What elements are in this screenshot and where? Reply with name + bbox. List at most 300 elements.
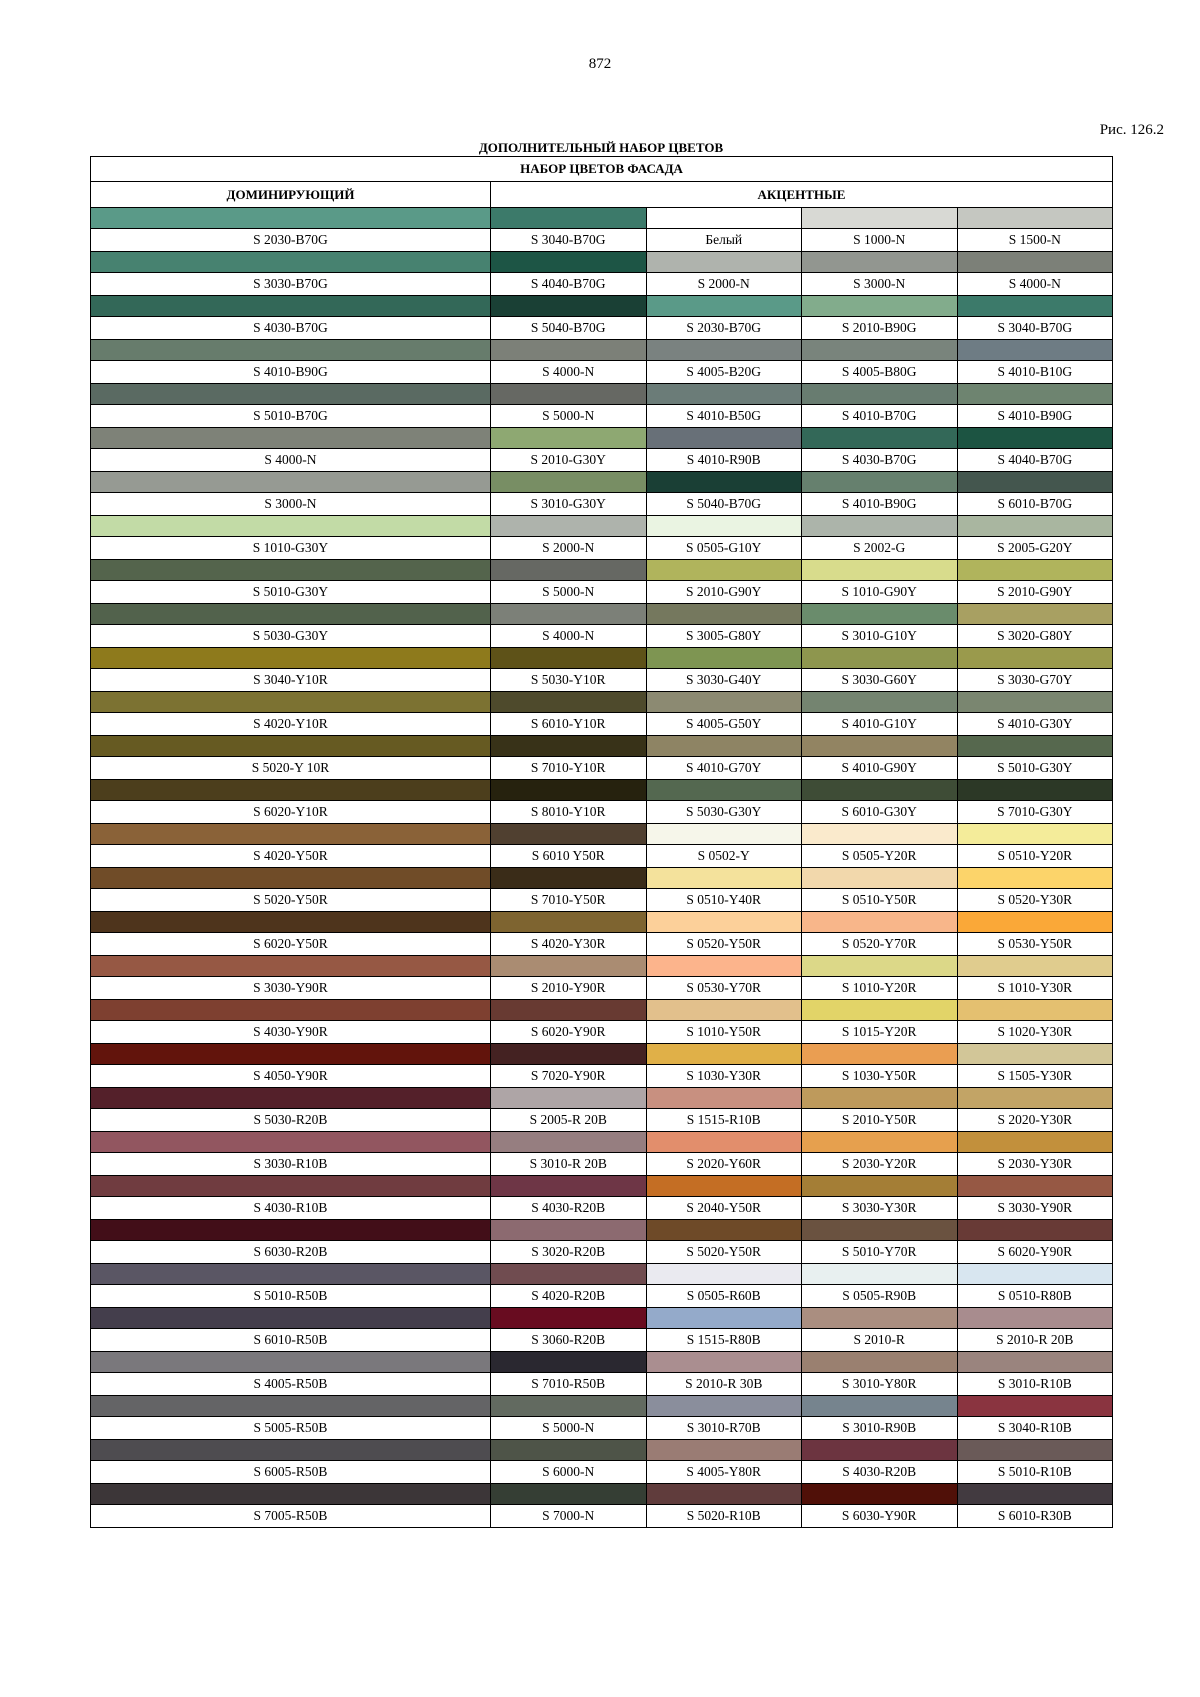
dominant-color-code: S 4030-R10B <box>91 1197 491 1220</box>
accent-color-swatch <box>802 1000 958 1021</box>
swatch-row <box>91 1088 1113 1109</box>
accent-color-code: S 1515-R10B <box>646 1109 802 1132</box>
accent-color-swatch <box>491 1308 647 1329</box>
accent-color-code: S 7020-Y90R <box>491 1065 647 1088</box>
accent-color-code: S 4000-N <box>957 273 1113 296</box>
accent-color-swatch <box>646 868 802 889</box>
dominant-color-swatch <box>91 1132 491 1153</box>
swatch-row <box>91 692 1113 713</box>
accent-color-swatch <box>491 1044 647 1065</box>
label-row <box>91 713 1113 736</box>
dominant-color-code: S 4000-N <box>91 449 491 472</box>
accent-color-code: S 2020-Y60R <box>646 1153 802 1176</box>
dominant-color-swatch <box>91 560 491 581</box>
accent-color-swatch <box>646 1352 802 1373</box>
accent-color-swatch <box>646 1396 802 1417</box>
accent-color-swatch <box>646 472 802 493</box>
accent-color-swatch <box>491 296 647 317</box>
swatch-row <box>91 428 1113 449</box>
accent-color-swatch <box>802 956 958 977</box>
table-title: ДОПОЛНИТЕЛЬНЫЙ НАБОР ЦВЕТОВ <box>478 140 724 155</box>
accent-color-swatch <box>802 252 958 273</box>
swatch-row <box>91 1308 1113 1329</box>
accent-color-code: S 6030-Y90R <box>802 1505 958 1528</box>
accent-color-code: S 5040-B70G <box>646 493 802 516</box>
accent-color-swatch <box>802 1220 958 1241</box>
swatch-row <box>91 560 1113 581</box>
accent-color-code: S 2002-G <box>802 537 958 560</box>
accent-color-code: S 4010-G70Y <box>646 757 802 780</box>
label-row <box>91 1373 1113 1396</box>
accent-color-swatch <box>491 1396 647 1417</box>
accent-color-swatch <box>646 208 802 229</box>
label-row <box>91 669 1113 692</box>
accent-color-code: S 4010-G90Y <box>802 757 958 780</box>
accent-color-swatch <box>957 1220 1113 1241</box>
swatch-row <box>91 1352 1113 1373</box>
dominant-color-swatch <box>91 1220 491 1241</box>
accent-color-swatch <box>802 1396 958 1417</box>
swatch-row <box>91 868 1113 889</box>
swatch-row <box>91 1220 1113 1241</box>
dominant-color-swatch <box>91 1088 491 1109</box>
dominant-color-swatch <box>91 912 491 933</box>
swatch-row <box>91 1484 1113 1505</box>
accent-color-code: S 2010-G30Y <box>491 449 647 472</box>
dominant-color-code: S 3000-N <box>91 493 491 516</box>
accent-color-code: S 3030-G40Y <box>646 669 802 692</box>
label-row <box>91 1021 1113 1044</box>
accent-color-code: S 1030-Y30R <box>646 1065 802 1088</box>
accent-color-swatch <box>646 1264 802 1285</box>
swatch-row <box>91 956 1113 977</box>
accent-color-swatch <box>802 340 958 361</box>
accent-color-code: S 4040-B70G <box>957 449 1113 472</box>
label-row <box>91 1197 1113 1220</box>
accent-color-code: S 1010-Y50R <box>646 1021 802 1044</box>
accent-color-code: S 6010-R30B <box>957 1505 1113 1528</box>
dominant-color-code: S 1010-G30Y <box>91 537 491 560</box>
accent-color-swatch <box>957 516 1113 537</box>
accent-color-swatch <box>802 1088 958 1109</box>
label-row <box>91 933 1113 956</box>
swatch-row <box>91 252 1113 273</box>
accent-color-swatch <box>957 340 1113 361</box>
swatch-row <box>91 1264 1113 1285</box>
accent-color-swatch <box>957 252 1113 273</box>
accent-color-swatch <box>957 384 1113 405</box>
accent-color-code: S 0510-R80B <box>957 1285 1113 1308</box>
accent-color-swatch <box>957 1396 1113 1417</box>
accent-color-swatch <box>646 1132 802 1153</box>
label-row <box>91 845 1113 868</box>
accent-color-swatch <box>802 1440 958 1461</box>
dominant-color-swatch <box>91 1484 491 1505</box>
accent-color-swatch <box>646 252 802 273</box>
accent-color-swatch <box>802 604 958 625</box>
label-row <box>91 1329 1113 1352</box>
dominant-color-code: S 5010-G30Y <box>91 581 491 604</box>
accent-color-swatch <box>491 1484 647 1505</box>
accent-color-swatch <box>491 252 647 273</box>
accent-color-swatch <box>802 736 958 757</box>
label-row <box>91 493 1113 516</box>
dominant-color-swatch <box>91 1264 491 1285</box>
accent-color-code: S 1010-G90Y <box>802 581 958 604</box>
dominant-color-swatch <box>91 1176 491 1197</box>
dominant-color-swatch <box>91 956 491 977</box>
accent-color-swatch <box>957 1044 1113 1065</box>
accent-color-code: S 2040-Y50R <box>646 1197 802 1220</box>
dominant-color-swatch <box>91 208 491 229</box>
accent-color-code: S 2010-R 30B <box>646 1373 802 1396</box>
accent-color-code: S 2010-R 20B <box>957 1329 1113 1352</box>
dominant-color-swatch <box>91 780 491 801</box>
accent-color-swatch <box>491 1264 647 1285</box>
dominant-color-code: S 3030-B70G <box>91 273 491 296</box>
accent-color-code: S 2010-R <box>802 1329 958 1352</box>
dominant-color-swatch <box>91 648 491 669</box>
dominant-color-swatch <box>91 340 491 361</box>
accent-color-code: S 6010-Y10R <box>491 713 647 736</box>
accent-color-swatch <box>957 868 1113 889</box>
dominant-color-swatch <box>91 1396 491 1417</box>
accent-color-swatch <box>957 428 1113 449</box>
label-row <box>91 1065 1113 1088</box>
accent-color-code: S 0502-Y <box>646 845 802 868</box>
dominant-color-swatch <box>91 1044 491 1065</box>
dominant-color-swatch <box>91 1000 491 1021</box>
accent-color-code: S 4005-B20G <box>646 361 802 384</box>
swatch-row <box>91 604 1113 625</box>
accent-color-swatch <box>802 1132 958 1153</box>
dominant-color-code: S 6030-R20B <box>91 1241 491 1264</box>
accent-color-swatch <box>802 472 958 493</box>
accent-color-code: S 1010-Y20R <box>802 977 958 1000</box>
accent-color-code: S 1000-N <box>802 229 958 252</box>
accent-color-swatch <box>646 1308 802 1329</box>
accent-color-swatch <box>957 648 1113 669</box>
dominant-color-swatch <box>91 472 491 493</box>
accent-color-code: S 3040-B70G <box>491 229 647 252</box>
dominant-color-code: S 5010-B70G <box>91 405 491 428</box>
accent-color-swatch <box>802 208 958 229</box>
accent-color-code: S 4000-N <box>491 361 647 384</box>
dominant-color-swatch <box>91 824 491 845</box>
accent-color-code: S 1515-R80B <box>646 1329 802 1352</box>
accent-color-code: S 3020-R20B <box>491 1241 647 1264</box>
accent-color-code: S 5010-Y70R <box>802 1241 958 1264</box>
accent-color-swatch <box>491 340 647 361</box>
accent-color-code: S 2005-G20Y <box>957 537 1113 560</box>
accent-color-swatch <box>802 560 958 581</box>
dominant-color-code: S 2030-B70G <box>91 229 491 252</box>
accent-color-swatch <box>491 824 647 845</box>
accent-color-code: S 4005-Y80R <box>646 1461 802 1484</box>
label-row <box>91 977 1113 1000</box>
accent-color-swatch <box>957 1264 1113 1285</box>
accent-color-swatch <box>646 824 802 845</box>
accent-color-code: S 3020-G80Y <box>957 625 1113 648</box>
accent-color-swatch <box>802 1044 958 1065</box>
accent-color-swatch <box>957 1484 1113 1505</box>
accent-color-code: S 1030-Y50R <box>802 1065 958 1088</box>
dominant-color-swatch <box>91 252 491 273</box>
accent-color-swatch <box>957 1352 1113 1373</box>
accent-color-code: S 3000-N <box>802 273 958 296</box>
accent-color-swatch <box>957 1440 1113 1461</box>
accent-color-code: S 1010-Y30R <box>957 977 1113 1000</box>
accent-color-code: S 3040-R10B <box>957 1417 1113 1440</box>
accent-color-swatch <box>491 472 647 493</box>
accent-color-code: S 6010-G30Y <box>802 801 958 824</box>
accent-color-code: S 4010-B70G <box>802 405 958 428</box>
label-row <box>91 581 1113 604</box>
dominant-color-code: S 5010-R50B <box>91 1285 491 1308</box>
accent-color-code: S 0505-G10Y <box>646 537 802 560</box>
dominant-color-code: S 5030-R20B <box>91 1109 491 1132</box>
label-row <box>91 273 1113 296</box>
accent-color-swatch <box>491 780 647 801</box>
accent-color-code: S 3030-G60Y <box>802 669 958 692</box>
accent-color-code: S 2010-Y50R <box>802 1109 958 1132</box>
accent-color-swatch <box>491 956 647 977</box>
accent-color-code: S 4005-B80G <box>802 361 958 384</box>
accent-color-swatch <box>957 208 1113 229</box>
accent-color-swatch <box>646 1440 802 1461</box>
label-row <box>91 757 1113 780</box>
accent-color-code: S 0520-Y50R <box>646 933 802 956</box>
accent-color-code: S 4010-B10G <box>957 361 1113 384</box>
accent-color-code: S 3010-R90B <box>802 1417 958 1440</box>
accent-color-swatch <box>957 736 1113 757</box>
dominant-color-swatch <box>91 604 491 625</box>
dominant-color-code: S 3030-R10B <box>91 1153 491 1176</box>
accent-color-code: S 0510-Y40R <box>646 889 802 912</box>
accent-color-code: S 4010-B90G <box>802 493 958 516</box>
accent-color-code: S 4020-Y30R <box>491 933 647 956</box>
accent-color-swatch <box>957 1308 1113 1329</box>
accent-color-code: S 2000-N <box>646 273 802 296</box>
accent-color-code: S 3030-Y30R <box>802 1197 958 1220</box>
dominant-color-code: S 4030-Y90R <box>91 1021 491 1044</box>
accent-color-swatch <box>646 648 802 669</box>
swatch-row <box>91 648 1113 669</box>
accent-color-code: S 1020-Y30R <box>957 1021 1113 1044</box>
accent-color-code: S 4010-G10Y <box>802 713 958 736</box>
accent-color-swatch <box>802 912 958 933</box>
accent-color-swatch <box>491 736 647 757</box>
accent-color-swatch <box>646 604 802 625</box>
dominant-color-swatch <box>91 1352 491 1373</box>
accent-color-swatch <box>491 560 647 581</box>
dominant-color-swatch <box>91 868 491 889</box>
accent-color-swatch <box>491 428 647 449</box>
accent-color-swatch <box>646 1176 802 1197</box>
label-row <box>91 405 1113 428</box>
accent-color-swatch <box>646 1484 802 1505</box>
swatch-row <box>91 516 1113 537</box>
accent-color-code: S 6000-N <box>491 1461 647 1484</box>
accent-color-swatch <box>491 516 647 537</box>
accent-color-swatch <box>646 780 802 801</box>
accent-color-code: S 1505-Y30R <box>957 1065 1113 1088</box>
dominant-color-code: S 4030-B70G <box>91 317 491 340</box>
accent-color-swatch <box>646 384 802 405</box>
accent-color-swatch <box>491 648 647 669</box>
label-row <box>91 625 1113 648</box>
accent-color-code: S 5010-R10B <box>957 1461 1113 1484</box>
accent-color-code: S 2010-Y90R <box>491 977 647 1000</box>
accent-color-code: S 1500-N <box>957 229 1113 252</box>
accent-color-swatch <box>491 1440 647 1461</box>
accent-color-swatch <box>802 296 958 317</box>
accent-color-code: S 2010-G90Y <box>646 581 802 604</box>
swatch-row <box>91 1396 1113 1417</box>
accent-color-swatch <box>646 912 802 933</box>
dominant-header: ДОМИНИРУЮЩИЙ <box>91 182 491 208</box>
accent-color-code: S 4030-B70G <box>802 449 958 472</box>
dominant-color-swatch <box>91 296 491 317</box>
accent-color-swatch <box>646 428 802 449</box>
dominant-color-swatch <box>91 384 491 405</box>
label-row <box>91 317 1113 340</box>
dominant-color-code: S 5020-Y 10R <box>91 757 491 780</box>
color-table-body <box>91 157 1113 1528</box>
dominant-color-code: S 7005-R50B <box>91 1505 491 1528</box>
accent-color-code: S 2030-Y20R <box>802 1153 958 1176</box>
accent-color-swatch <box>491 692 647 713</box>
swatch-row <box>91 824 1113 845</box>
swatch-row <box>91 208 1113 229</box>
accent-color-code: S 3010-R 20B <box>491 1153 647 1176</box>
accent-color-code: S 7010-Y10R <box>491 757 647 780</box>
accent-color-swatch <box>802 868 958 889</box>
label-row <box>91 1241 1113 1264</box>
accent-color-swatch <box>646 1220 802 1241</box>
accent-color-swatch <box>957 912 1113 933</box>
accent-color-swatch <box>646 1044 802 1065</box>
accent-color-code: S 3010-G10Y <box>802 625 958 648</box>
dominant-color-code: S 4005-R50B <box>91 1373 491 1396</box>
accent-color-swatch <box>802 1176 958 1197</box>
accent-color-swatch <box>957 956 1113 977</box>
accent-color-swatch <box>491 1352 647 1373</box>
dominant-color-code: S 4010-B90G <box>91 361 491 384</box>
accent-color-swatch <box>802 428 958 449</box>
label-row <box>91 889 1113 912</box>
dominant-color-swatch <box>91 516 491 537</box>
dominant-color-code: S 5020-Y50R <box>91 889 491 912</box>
swatch-row <box>91 1132 1113 1153</box>
color-table-wrapper <box>90 156 1112 1528</box>
accent-color-swatch <box>957 1000 1113 1021</box>
accent-color-code: S 3005-G80Y <box>646 625 802 648</box>
label-row <box>91 229 1113 252</box>
label-row <box>91 1285 1113 1308</box>
accent-color-code: S 7010-R50B <box>491 1373 647 1396</box>
accent-color-code: S 0505-R60B <box>646 1285 802 1308</box>
table-subtitle: НАБОР ЦВЕТОВ ФАСАДА <box>91 157 1113 182</box>
accent-color-swatch <box>802 1264 958 1285</box>
accent-color-code: S 7000-N <box>491 1505 647 1528</box>
label-row <box>91 801 1113 824</box>
swatch-row <box>91 340 1113 361</box>
label-row <box>91 537 1113 560</box>
subtitle-row <box>91 157 1113 182</box>
accent-color-swatch <box>957 1088 1113 1109</box>
accent-color-code: Белый <box>646 229 802 252</box>
dominant-color-code: S 4020-Y50R <box>91 845 491 868</box>
accent-color-swatch <box>646 1088 802 1109</box>
label-row <box>91 1153 1113 1176</box>
label-row <box>91 1461 1113 1484</box>
accent-color-code: S 4040-B70G <box>491 273 647 296</box>
accent-color-code: S 0510-Y20R <box>957 845 1113 868</box>
dominant-color-code: S 5005-R50B <box>91 1417 491 1440</box>
accent-color-code: S 4020-R20B <box>491 1285 647 1308</box>
swatch-row <box>91 1000 1113 1021</box>
accent-color-code: S 6010-B70G <box>957 493 1113 516</box>
dominant-color-code: S 6005-R50B <box>91 1461 491 1484</box>
accent-color-swatch <box>802 1352 958 1373</box>
accent-color-code: S 5040-B70G <box>491 317 647 340</box>
swatch-row <box>91 1440 1113 1461</box>
accent-color-code: S 7010-G30Y <box>957 801 1113 824</box>
accent-color-code: S 2010-B90G <box>802 317 958 340</box>
column-header-row <box>91 182 1113 208</box>
accent-color-code: S 2020-Y30R <box>957 1109 1113 1132</box>
accent-color-code: S 3010-R10B <box>957 1373 1113 1396</box>
accent-color-code: S 1015-Y20R <box>802 1021 958 1044</box>
accent-color-code: S 8010-Y10R <box>491 801 647 824</box>
accent-color-swatch <box>491 912 647 933</box>
accent-color-swatch <box>646 296 802 317</box>
accent-color-code: S 6020-Y90R <box>957 1241 1113 1264</box>
accent-color-swatch <box>957 560 1113 581</box>
accent-color-swatch <box>957 604 1113 625</box>
swatch-row <box>91 1176 1113 1197</box>
accent-color-swatch <box>491 1220 647 1241</box>
accent-color-swatch <box>957 296 1113 317</box>
accent-color-code: S 3040-B70G <box>957 317 1113 340</box>
accent-color-code: S 0520-Y70R <box>802 933 958 956</box>
accent-color-swatch <box>646 340 802 361</box>
accent-header: АКЦЕНТНЫЕ <box>491 182 1113 208</box>
accent-color-swatch <box>646 516 802 537</box>
accent-color-code: S 5010-G30Y <box>957 757 1113 780</box>
accent-color-code: S 2000-N <box>491 537 647 560</box>
dominant-color-swatch <box>91 736 491 757</box>
accent-color-code: S 6010 Y50R <box>491 845 647 868</box>
accent-color-code: S 5020-R10B <box>646 1505 802 1528</box>
accent-color-code: S 0530-Y70R <box>646 977 802 1000</box>
accent-color-swatch <box>957 780 1113 801</box>
accent-color-code: S 5000-N <box>491 405 647 428</box>
accent-color-code: S 2030-Y30R <box>957 1153 1113 1176</box>
accent-color-code: S 3060-R20B <box>491 1329 647 1352</box>
label-row <box>91 361 1113 384</box>
accent-color-swatch <box>646 560 802 581</box>
accent-color-code: S 0510-Y50R <box>802 889 958 912</box>
accent-color-swatch <box>802 1308 958 1329</box>
accent-color-code: S 3030-Y90R <box>957 1197 1113 1220</box>
accent-color-swatch <box>802 1484 958 1505</box>
accent-color-code: S 5030-Y10R <box>491 669 647 692</box>
accent-color-swatch <box>957 824 1113 845</box>
accent-color-swatch <box>802 824 958 845</box>
accent-color-code: S 4010-B50G <box>646 405 802 428</box>
